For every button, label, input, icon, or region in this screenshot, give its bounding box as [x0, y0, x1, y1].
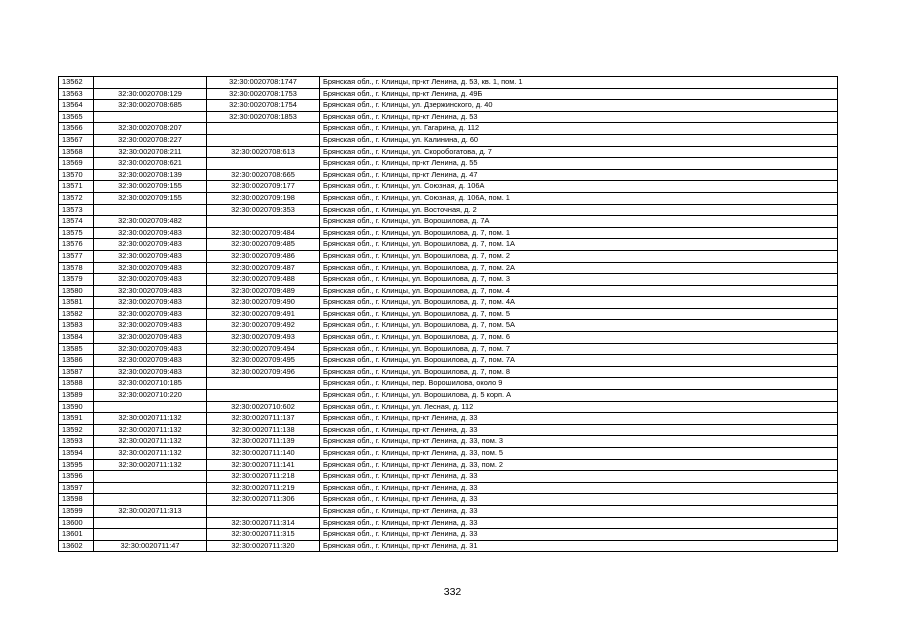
address-cell: Брянская обл., г. Клинцы, пр-кт Ленина, д. 53 — [320, 111, 838, 123]
row-number-cell: 13602 — [59, 540, 94, 552]
object-cadastral-number-cell: 32:30:0020709:490 — [207, 297, 320, 309]
table-row — [59, 88, 838, 100]
address-cell: Брянская обл., г. Клинцы, ул. Ворошилова, д. 7, пом. 8 — [320, 366, 838, 378]
address-cell: Брянская обл., г. Клинцы, пр-кт Ленина, д. 33 — [320, 424, 838, 436]
row-number-cell: 13580 — [59, 285, 94, 297]
land-cadastral-number-cell — [94, 401, 207, 413]
land-cadastral-number-cell: 32:30:0020708:139 — [94, 169, 207, 181]
object-cadastral-number-cell: 32:30:0020711:314 — [207, 517, 320, 529]
land-cadastral-number-cell: 32:30:0020708:207 — [94, 123, 207, 135]
table-row — [59, 529, 838, 541]
object-cadastral-number-cell — [207, 158, 320, 170]
row-number-cell: 13564 — [59, 100, 94, 112]
address-cell: Брянская обл., г. Клинцы, пер. Ворошилова, около 9 — [320, 378, 838, 390]
land-cadastral-number-cell: 32:30:0020709:483 — [94, 239, 207, 251]
table-row — [59, 343, 838, 355]
object-cadastral-number-cell: 32:30:0020709:198 — [207, 192, 320, 204]
address-cell: Брянская обл., г. Клинцы, ул. Ворошилова, д. 7, пом. 6 — [320, 332, 838, 344]
table-row — [59, 332, 838, 344]
land-cadastral-number-cell: 32:30:0020709:483 — [94, 262, 207, 274]
row-number-cell: 13585 — [59, 343, 94, 355]
table-row — [59, 459, 838, 471]
land-cadastral-number-cell: 32:30:0020708:211 — [94, 146, 207, 158]
address-cell: Брянская обл., г. Клинцы, ул. Лесная, д. 112 — [320, 401, 838, 413]
table-row — [59, 297, 838, 309]
row-number-cell: 13588 — [59, 378, 94, 390]
address-cell: Брянская обл., г. Клинцы, ул. Ворошилова, д. 7, пом. 7 — [320, 343, 838, 355]
address-cell: Брянская обл., г. Клинцы, пр-кт Ленина, д. 33 — [320, 413, 838, 425]
land-cadastral-number-cell: 32:30:0020708:227 — [94, 134, 207, 146]
row-number-cell: 13589 — [59, 390, 94, 402]
address-cell: Брянская обл., г. Клинцы, пр-кт Ленина, д. 33 — [320, 471, 838, 483]
page-number: 332 — [443, 586, 462, 598]
object-cadastral-number-cell — [207, 123, 320, 135]
object-cadastral-number-cell: 32:30:0020711:141 — [207, 459, 320, 471]
address-cell: Брянская обл., г. Клинцы, ул. Калинина, д. 60 — [320, 134, 838, 146]
row-number-cell: 13593 — [59, 436, 94, 448]
row-number-cell: 13591 — [59, 413, 94, 425]
object-cadastral-number-cell: 32:30:0020709:491 — [207, 308, 320, 320]
object-cadastral-number-cell: 32:30:0020708:1853 — [207, 111, 320, 123]
object-cadastral-number-cell: 32:30:0020711:138 — [207, 424, 320, 436]
row-number-cell: 13569 — [59, 158, 94, 170]
land-cadastral-number-cell — [94, 482, 207, 494]
table-row — [59, 448, 838, 460]
land-cadastral-number-cell: 32:30:0020709:482 — [94, 216, 207, 228]
row-number-cell: 13577 — [59, 250, 94, 262]
table-row — [59, 505, 838, 517]
address-cell: Брянская обл., г. Клинцы, пр-кт Ленина, д. 47 — [320, 169, 838, 181]
address-cell: Брянская обл., г. Клинцы, ул. Ворошилова, д. 7, пом. 2А — [320, 262, 838, 274]
table-row — [59, 401, 838, 413]
land-cadastral-number-cell: 32:30:0020711:132 — [94, 424, 207, 436]
table-row — [59, 274, 838, 286]
row-number-cell: 13572 — [59, 192, 94, 204]
row-number-cell: 13573 — [59, 204, 94, 216]
row-number-cell: 13597 — [59, 482, 94, 494]
object-cadastral-number-cell: 32:30:0020709:493 — [207, 332, 320, 344]
row-number-cell: 13562 — [59, 77, 94, 89]
object-cadastral-number-cell — [207, 216, 320, 228]
row-number-cell: 13598 — [59, 494, 94, 506]
row-number-cell: 13579 — [59, 274, 94, 286]
property-registry-table — [58, 76, 838, 552]
land-cadastral-number-cell: 32:30:0020709:483 — [94, 250, 207, 262]
address-cell: Брянская обл., г. Клинцы, ул. Восточная, д. 2 — [320, 204, 838, 216]
table-row — [59, 366, 838, 378]
address-cell: Брянская обл., г. Клинцы, ул. Союзная, д. 106А — [320, 181, 838, 193]
address-cell: Брянская обл., г. Клинцы, ул. Ворошилова, д. 7, пом. 1А — [320, 239, 838, 251]
address-cell: Брянская обл., г. Клинцы, пр-кт Ленина, д. 49Б — [320, 88, 838, 100]
object-cadastral-number-cell: 32:30:0020709:486 — [207, 250, 320, 262]
table-row — [59, 111, 838, 123]
address-cell: Брянская обл., г. Клинцы, ул. Ворошилова, д. 7, пом. 4 — [320, 285, 838, 297]
table-row — [59, 181, 838, 193]
address-cell: Брянская обл., г. Клинцы, пр-кт Ленина, д. 55 — [320, 158, 838, 170]
row-number-cell: 13578 — [59, 262, 94, 274]
land-cadastral-number-cell: 32:30:0020710:220 — [94, 390, 207, 402]
land-cadastral-number-cell — [94, 471, 207, 483]
object-cadastral-number-cell: 32:30:0020709:489 — [207, 285, 320, 297]
table-row — [59, 540, 838, 552]
registry-table-body — [59, 77, 838, 552]
row-number-cell: 13584 — [59, 332, 94, 344]
row-number-cell: 13586 — [59, 355, 94, 367]
object-cadastral-number-cell: 32:30:0020708:1753 — [207, 88, 320, 100]
object-cadastral-number-cell: 32:30:0020711:306 — [207, 494, 320, 506]
address-cell: Брянская обл., г. Клинцы, пр-кт Ленина, д. 33 — [320, 494, 838, 506]
table-row — [59, 436, 838, 448]
object-cadastral-number-cell: 32:30:0020711:140 — [207, 448, 320, 460]
land-cadastral-number-cell: 32:30:0020711:313 — [94, 505, 207, 517]
table-row — [59, 424, 838, 436]
land-cadastral-number-cell: 32:30:0020708:129 — [94, 88, 207, 100]
land-cadastral-number-cell: 32:30:0020709:483 — [94, 285, 207, 297]
land-cadastral-number-cell: 32:30:0020708:685 — [94, 100, 207, 112]
object-cadastral-number-cell: 32:30:0020709:177 — [207, 181, 320, 193]
land-cadastral-number-cell: 32:30:0020711:132 — [94, 448, 207, 460]
address-cell: Брянская обл., г. Клинцы, ул. Ворошилова, д. 7, пом. 7А — [320, 355, 838, 367]
row-number-cell: 13600 — [59, 517, 94, 529]
land-cadastral-number-cell: 32:30:0020709:483 — [94, 343, 207, 355]
land-cadastral-number-cell: 32:30:0020709:483 — [94, 332, 207, 344]
address-cell: Брянская обл., г. Клинцы, пр-кт Ленина, д. 33 — [320, 529, 838, 541]
row-number-cell: 13571 — [59, 181, 94, 193]
address-cell: Брянская обл., г. Клинцы, ул. Скоробогатова, д. 7 — [320, 146, 838, 158]
object-cadastral-number-cell: 32:30:0020709:494 — [207, 343, 320, 355]
address-cell: Брянская обл., г. Клинцы, ул. Гагарина, д. 112 — [320, 123, 838, 135]
row-number-cell: 13583 — [59, 320, 94, 332]
table-row — [59, 100, 838, 112]
table-row — [59, 262, 838, 274]
table-row — [59, 158, 838, 170]
row-number-cell: 13581 — [59, 297, 94, 309]
table-row — [59, 320, 838, 332]
row-number-cell: 13599 — [59, 505, 94, 517]
address-cell: Брянская обл., г. Клинцы, ул. Ворошилова, д. 7, пом. 4А — [320, 297, 838, 309]
address-cell: Брянская обл., г. Клинцы, пр-кт Ленина, д. 33, пом. 3 — [320, 436, 838, 448]
table-row — [59, 517, 838, 529]
land-cadastral-number-cell: 32:30:0020709:483 — [94, 227, 207, 239]
address-cell: Брянская обл., г. Клинцы, ул. Дзержинского, д. 40 — [320, 100, 838, 112]
row-number-cell: 13601 — [59, 529, 94, 541]
land-cadastral-number-cell: 32:30:0020709:483 — [94, 366, 207, 378]
object-cadastral-number-cell: 32:30:0020709:485 — [207, 239, 320, 251]
table-row — [59, 169, 838, 181]
address-cell: Брянская обл., г. Клинцы, пр-кт Ленина, д. 33 — [320, 517, 838, 529]
table-row — [59, 413, 838, 425]
land-cadastral-number-cell: 32:30:0020709:155 — [94, 181, 207, 193]
object-cadastral-number-cell — [207, 378, 320, 390]
row-number-cell: 13576 — [59, 239, 94, 251]
object-cadastral-number-cell: 32:30:0020711:320 — [207, 540, 320, 552]
address-cell: Брянская обл., г. Клинцы, пр-кт Ленина, д. 31 — [320, 540, 838, 552]
address-cell: Брянская обл., г. Клинцы, пр-кт Ленина, д. 33, пом. 5 — [320, 448, 838, 460]
address-cell: Брянская обл., г. Клинцы, пр-кт Ленина, д. 33 — [320, 482, 838, 494]
row-number-cell: 13568 — [59, 146, 94, 158]
table-row — [59, 77, 838, 89]
land-cadastral-number-cell: 32:30:0020709:483 — [94, 308, 207, 320]
row-number-cell: 13574 — [59, 216, 94, 228]
object-cadastral-number-cell: 32:30:0020711:315 — [207, 529, 320, 541]
row-number-cell: 13592 — [59, 424, 94, 436]
row-number-cell: 13567 — [59, 134, 94, 146]
land-cadastral-number-cell — [94, 529, 207, 541]
row-number-cell: 13570 — [59, 169, 94, 181]
object-cadastral-number-cell: 32:30:0020710:602 — [207, 401, 320, 413]
land-cadastral-number-cell: 32:30:0020711:132 — [94, 413, 207, 425]
land-cadastral-number-cell: 32:30:0020711:132 — [94, 459, 207, 471]
land-cadastral-number-cell — [94, 494, 207, 506]
address-cell: Брянская обл., г. Клинцы, ул. Ворошилова, д. 7, пом. 5 — [320, 308, 838, 320]
land-cadastral-number-cell: 32:30:0020708:621 — [94, 158, 207, 170]
row-number-cell: 13566 — [59, 123, 94, 135]
row-number-cell: 13575 — [59, 227, 94, 239]
table-row — [59, 494, 838, 506]
object-cadastral-number-cell: 32:30:0020711:219 — [207, 482, 320, 494]
land-cadastral-number-cell: 32:30:0020709:483 — [94, 274, 207, 286]
address-cell: Брянская обл., г. Клинцы, ул. Ворошилова, д. 7А — [320, 216, 838, 228]
object-cadastral-number-cell: 32:30:0020711:137 — [207, 413, 320, 425]
address-cell: Брянская обл., г. Клинцы, ул. Ворошилова, д. 7, пом. 3 — [320, 274, 838, 286]
table-row — [59, 355, 838, 367]
table-row — [59, 250, 838, 262]
table-row — [59, 134, 838, 146]
table-row — [59, 192, 838, 204]
row-number-cell: 13594 — [59, 448, 94, 460]
land-cadastral-number-cell: 32:30:0020709:483 — [94, 297, 207, 309]
table-row — [59, 216, 838, 228]
object-cadastral-number-cell — [207, 390, 320, 402]
land-cadastral-number-cell: 32:30:0020709:483 — [94, 355, 207, 367]
land-cadastral-number-cell: 32:30:0020710:185 — [94, 378, 207, 390]
table-row — [59, 482, 838, 494]
land-cadastral-number-cell: 32:30:0020711:132 — [94, 436, 207, 448]
table-row — [59, 471, 838, 483]
object-cadastral-number-cell — [207, 505, 320, 517]
object-cadastral-number-cell: 32:30:0020709:495 — [207, 355, 320, 367]
row-number-cell: 13596 — [59, 471, 94, 483]
row-number-cell: 13582 — [59, 308, 94, 320]
land-cadastral-number-cell: 32:30:0020709:483 — [94, 320, 207, 332]
object-cadastral-number-cell: 32:30:0020708:1747 — [207, 77, 320, 89]
table-row — [59, 146, 838, 158]
table-row — [59, 378, 838, 390]
address-cell: Брянская обл., г. Клинцы, ул. Ворошилова, д. 7, пом. 5А — [320, 320, 838, 332]
land-cadastral-number-cell: 32:30:0020709:155 — [94, 192, 207, 204]
object-cadastral-number-cell: 32:30:0020709:492 — [207, 320, 320, 332]
address-cell: Брянская обл., г. Клинцы, пр-кт Ленина, д. 33 — [320, 505, 838, 517]
object-cadastral-number-cell: 32:30:0020708:1754 — [207, 100, 320, 112]
row-number-cell: 13563 — [59, 88, 94, 100]
object-cadastral-number-cell: 32:30:0020709:353 — [207, 204, 320, 216]
land-cadastral-number-cell — [94, 111, 207, 123]
address-cell: Брянская обл., г. Клинцы, ул. Союзная, д. 106А, пом. 1 — [320, 192, 838, 204]
land-cadastral-number-cell — [94, 77, 207, 89]
row-number-cell: 13565 — [59, 111, 94, 123]
table-row — [59, 285, 838, 297]
row-number-cell: 13587 — [59, 366, 94, 378]
land-cadastral-number-cell — [94, 204, 207, 216]
row-number-cell: 13595 — [59, 459, 94, 471]
table-row — [59, 308, 838, 320]
table-row — [59, 227, 838, 239]
row-number-cell: 13590 — [59, 401, 94, 413]
object-cadastral-number-cell: 32:30:0020709:496 — [207, 366, 320, 378]
object-cadastral-number-cell: 32:30:0020708:613 — [207, 146, 320, 158]
land-cadastral-number-cell — [94, 517, 207, 529]
table-row — [59, 123, 838, 135]
address-cell: Брянская обл., г. Клинцы, ул. Ворошилова, д. 7, пом. 2 — [320, 250, 838, 262]
table-row — [59, 390, 838, 402]
object-cadastral-number-cell: 32:30:0020711:139 — [207, 436, 320, 448]
object-cadastral-number-cell: 32:30:0020709:484 — [207, 227, 320, 239]
object-cadastral-number-cell — [207, 134, 320, 146]
address-cell: Брянская обл., г. Клинцы, ул. Ворошилова, д. 5 корп. А — [320, 390, 838, 402]
object-cadastral-number-cell: 32:30:0020708:665 — [207, 169, 320, 181]
object-cadastral-number-cell: 32:30:0020711:218 — [207, 471, 320, 483]
land-cadastral-number-cell: 32:30:0020711:47 — [94, 540, 207, 552]
address-cell: Брянская обл., г. Клинцы, пр-кт Ленина, д. 53, кв. 1, пом. 1 — [320, 77, 838, 89]
object-cadastral-number-cell: 32:30:0020709:488 — [207, 274, 320, 286]
table-row — [59, 204, 838, 216]
address-cell: Брянская обл., г. Клинцы, пр-кт Ленина, д. 33, пом. 2 — [320, 459, 838, 471]
table-row — [59, 239, 838, 251]
address-cell: Брянская обл., г. Клинцы, ул. Ворошилова, д. 7, пом. 1 — [320, 227, 838, 239]
object-cadastral-number-cell: 32:30:0020709:487 — [207, 262, 320, 274]
